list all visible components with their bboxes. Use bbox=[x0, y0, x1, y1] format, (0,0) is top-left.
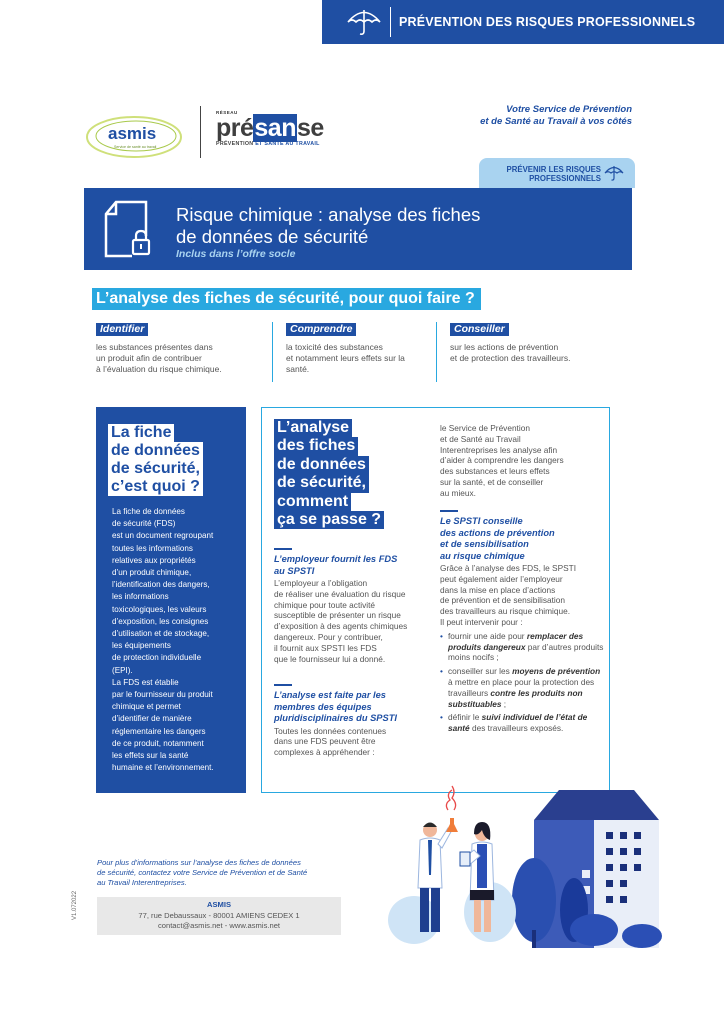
category-tab-line-1: PRÉVENIR LES RISQUES bbox=[506, 165, 601, 174]
step-employer-body-line: L’employeur a l’obligation bbox=[274, 578, 368, 588]
advice-item bbox=[440, 631, 606, 663]
logo-divider bbox=[200, 106, 201, 158]
column-conseiller-line-2: et de protection des travailleurs. bbox=[450, 353, 571, 363]
step-analysis-cont-line: le Service de Prévention bbox=[440, 423, 530, 433]
column-divider bbox=[436, 322, 437, 382]
section-question: L’analyse des fiches de sécurité, pour quoi faire ? bbox=[92, 288, 481, 310]
advice-text: des travailleurs exposés. bbox=[469, 723, 564, 734]
step-analysis-body-line: Toutes les données contenues bbox=[274, 725, 387, 736]
step-employer-body-line: que le fournisseur lui a donné. bbox=[274, 653, 386, 664]
tagline-line-1: Votre Service de Prévention bbox=[506, 104, 632, 115]
process-title-line: de sécurité, bbox=[274, 474, 369, 492]
column-conseiller-line-1: sur les actions de prévention bbox=[450, 342, 559, 352]
footer-address-box bbox=[97, 897, 341, 935]
advice-text: par d’autres produits moins nocifs ; bbox=[448, 641, 604, 663]
step-employer-body-line: il fournit aux SPSTI les FDS bbox=[274, 642, 377, 653]
presanse-sub-a: PRÉVENTION bbox=[216, 141, 254, 147]
fds-process-title bbox=[274, 419, 384, 529]
column-comprendre-line-2: et notamment leurs effets sur la bbox=[286, 353, 405, 363]
fds-body-line: La fiche de données bbox=[112, 507, 185, 516]
step-advice-title-line: Le SPSTI conseille bbox=[440, 516, 523, 526]
tagline-line-2: et de Santé au Travail à vos côtés bbox=[480, 116, 632, 127]
process-title-line: L’analyse bbox=[274, 419, 352, 437]
footer-note-line: au Travail Interentreprises. bbox=[97, 878, 187, 887]
column-identifier bbox=[96, 323, 222, 375]
fds-body-line: de ce produit, notamment bbox=[112, 738, 204, 748]
column-identifier-line-3: à l’évaluation du risque chimique. bbox=[96, 364, 222, 374]
advice-keyword: contre les produits non substituables bbox=[448, 687, 583, 709]
fds-title-line: de sécurité, bbox=[108, 460, 203, 478]
fds-body-line: d’utilisation et de stockage, bbox=[112, 629, 210, 639]
step-advice-body-line: Il peut intervenir pour : bbox=[440, 616, 523, 627]
step-advice-title-line: des actions de prévention bbox=[440, 527, 555, 538]
category-tab-line-2: PROFESSIONNELS bbox=[529, 174, 601, 183]
footer-address: 77, rue Debaussaux - 80001 AMIENS CEDEX 1 bbox=[138, 910, 300, 920]
step-analysis-continued bbox=[440, 423, 606, 499]
process-step-advice bbox=[440, 510, 606, 737]
step-analysis-cont-line: et de Santé au Travail bbox=[440, 433, 521, 444]
fds-body-line: d’identifier de manière bbox=[112, 714, 192, 724]
column-comprendre-line-3: santé. bbox=[286, 364, 310, 374]
column-identifier-line-1: les substances présentes dans bbox=[96, 342, 213, 352]
step-employer-body-line: de réaliser une évaluation du risque bbox=[274, 588, 406, 599]
presanse-logo bbox=[216, 110, 336, 160]
step-employer-title-line: L’employeur fournit les FDS bbox=[274, 554, 398, 564]
column-identifier-label: Identifier bbox=[96, 323, 148, 336]
fds-title-line: de données bbox=[108, 442, 203, 460]
step-employer-body-line: susceptible de présenter un risque bbox=[274, 610, 401, 621]
advice-text: à mettre en place pour la protection des travailleurs bbox=[448, 676, 595, 698]
advice-item bbox=[440, 712, 606, 734]
category-tab bbox=[479, 158, 635, 188]
workers-illustration bbox=[384, 780, 664, 952]
column-divider bbox=[272, 322, 273, 382]
fds-body-line: de sécurité (FDS) bbox=[112, 519, 176, 529]
step-advice-title-line: au risque chimique bbox=[440, 550, 525, 561]
page-title bbox=[176, 204, 480, 248]
step-analysis-body-line: dans une FDS peuvent être bbox=[274, 736, 376, 747]
footer-org-name: ASMIS bbox=[206, 900, 232, 909]
fds-body-line: (EPI). bbox=[112, 665, 133, 675]
umbrella-small-icon bbox=[603, 164, 625, 182]
fds-body-line: toutes les informations bbox=[112, 543, 193, 553]
step-analysis-cont-line: d’aider à comprendre les dangers bbox=[440, 455, 564, 466]
step-employer-title bbox=[274, 554, 442, 577]
column-comprendre-line-1: la toxicité des substances bbox=[286, 342, 383, 352]
umbrella-icon bbox=[344, 7, 384, 37]
presanse-sub-b: ET SANTÉ AU TRAVAIL bbox=[255, 141, 320, 147]
banner-divider bbox=[390, 7, 391, 37]
column-comprendre bbox=[286, 323, 405, 375]
advice-text: fournir une aide pour bbox=[448, 630, 527, 641]
document-lock-icon bbox=[102, 198, 152, 260]
column-conseiller bbox=[450, 323, 570, 364]
advice-text: ; bbox=[501, 698, 507, 709]
step-analysis-cont-line: sur la santé, et de conseiller bbox=[440, 476, 544, 487]
step-analysis-title-line: pluridisciplinaires du SPSTI bbox=[274, 713, 397, 723]
fds-body-line: relatives aux propriétés bbox=[112, 555, 196, 565]
step-analysis-title bbox=[274, 690, 442, 725]
process-step-employer bbox=[274, 548, 442, 664]
step-advice-title-line: et de sensibilisation bbox=[440, 539, 529, 549]
step-employer-body bbox=[274, 578, 442, 664]
step-advice-body-line: dans la mise en place d’actions bbox=[440, 584, 556, 595]
advice-list bbox=[440, 631, 606, 734]
step-analysis-cont-line: des substances et leurs effets bbox=[440, 466, 550, 477]
fds-body-line: La FDS est établie bbox=[112, 677, 179, 687]
asmis-logo-sub: Service de santé au travail bbox=[114, 145, 157, 149]
step-advice-body-line: des travailleurs au risque chimique. bbox=[440, 606, 571, 617]
fds-body-line: est un document regroupant bbox=[112, 531, 214, 541]
presanse-pre: pré bbox=[216, 114, 254, 142]
step-analysis-title-line: L’analyse est faite par les bbox=[274, 690, 386, 700]
step-advice-body bbox=[440, 563, 606, 628]
page-title-line-2: de données de sécurité bbox=[176, 226, 369, 247]
column-identifier-line-2: un produit afin de contribuer bbox=[96, 353, 202, 363]
process-title-line: de données bbox=[274, 456, 369, 474]
asmis-logo bbox=[84, 113, 184, 161]
presanse-word bbox=[216, 115, 336, 141]
fds-title-line: La fiche bbox=[108, 424, 174, 442]
fds-definition-title bbox=[108, 424, 203, 496]
fds-body-line: humaine et l’environnement. bbox=[112, 763, 214, 773]
step-employer-body-line: chimique pour toute activité bbox=[274, 599, 376, 610]
process-title-line: des fiches bbox=[274, 437, 358, 455]
tagline bbox=[480, 104, 632, 128]
fds-body-line: l’identification des dangers, bbox=[112, 580, 210, 590]
footer-note bbox=[97, 858, 342, 888]
step-analysis-body-line: complexes à appréhender : bbox=[274, 747, 375, 758]
fds-body-line: les informations bbox=[112, 592, 169, 602]
section-dash bbox=[274, 684, 292, 686]
process-title-line: ça se passe ? bbox=[274, 511, 384, 529]
advice-keyword: moyens de prévention bbox=[512, 666, 601, 677]
step-analysis-title-line: membres des équipes bbox=[274, 701, 372, 712]
page-title-line-1: Risque chimique : analyse des fiches bbox=[176, 204, 481, 225]
section-dash bbox=[440, 510, 458, 512]
advice-keyword: remplacer des produits dangereux bbox=[448, 630, 584, 652]
footer-note-line: de sécurité, contactez votre Service de Prévention et de Santé bbox=[97, 868, 308, 877]
presanse-san: san bbox=[254, 114, 296, 142]
step-employer-title-line: au SPSTI bbox=[274, 565, 315, 576]
fds-definition-box bbox=[96, 407, 246, 793]
fds-title-line: c’est quoi ? bbox=[108, 478, 203, 496]
top-banner bbox=[322, 0, 724, 44]
column-conseiller-label: Conseiller bbox=[450, 323, 509, 336]
advice-text: conseiller sur les bbox=[448, 666, 513, 677]
banner-text: PRÉVENTION DES RISQUES PROFESSIONNELS bbox=[399, 15, 696, 29]
process-step-analysis bbox=[274, 684, 442, 758]
fds-body-line: d’exposition, les consignes bbox=[112, 616, 209, 626]
fds-body-line: de protection individuelle bbox=[112, 653, 202, 663]
step-employer-body-line: d’exposition à des agents chimiques bbox=[274, 621, 408, 632]
presanse-sub bbox=[216, 141, 336, 147]
version-code: V1.072022 bbox=[72, 890, 78, 920]
fds-body-line: d’un produit chimique, bbox=[112, 568, 192, 578]
fds-definition-body bbox=[112, 506, 244, 774]
fds-body-line: chimique et permet bbox=[112, 702, 181, 712]
advice-item bbox=[440, 666, 606, 709]
fds-body-line: par le fournisseur du produit bbox=[112, 690, 213, 700]
step-analysis-cont-line: Interentreprises les analyse afin bbox=[440, 444, 558, 455]
process-title-line: comment bbox=[274, 493, 351, 511]
step-employer-body-line: dangereux. Pour y contribuer, bbox=[274, 631, 383, 642]
step-advice-body-line: Grâce à l’analyse des FDS, le SPSTI bbox=[440, 563, 577, 573]
page-subtitle: Inclus dans l’offre socle bbox=[176, 248, 296, 260]
column-comprendre-label: Comprendre bbox=[286, 323, 356, 336]
presanse-reseau: RÉSEAU bbox=[216, 110, 238, 115]
step-advice-body-line: de prévention et de sensibilisation bbox=[440, 595, 565, 606]
advice-keyword: suivi individuel de l’état de santé bbox=[448, 712, 588, 734]
asmis-logo-name: asmis bbox=[108, 124, 157, 143]
step-advice-body-line: peut également aider l’employeur bbox=[440, 573, 563, 584]
step-analysis-body bbox=[274, 726, 442, 758]
category-tab-label bbox=[507, 165, 601, 183]
step-advice-title bbox=[440, 516, 606, 562]
advice-text: définir le bbox=[448, 712, 482, 723]
fds-body-line: les effets sur la santé bbox=[112, 751, 189, 761]
fds-body-line: toxicologiques, les valeurs bbox=[112, 604, 207, 614]
title-banner bbox=[84, 188, 632, 270]
fds-body-line: réglementaire les dangers bbox=[112, 726, 206, 736]
section-dash bbox=[274, 548, 292, 550]
fds-body-line: les équipements bbox=[112, 641, 171, 651]
fds-process-box bbox=[261, 407, 610, 793]
footer-contact[interactable]: contact@asmis.net - www.asmis.net bbox=[157, 921, 281, 930]
step-analysis-cont-line: au mieux. bbox=[440, 487, 476, 498]
footer-note-line: Pour plus d’informations sur l’analyse des fiches de données bbox=[97, 858, 301, 867]
presanse-se: se bbox=[297, 114, 324, 142]
